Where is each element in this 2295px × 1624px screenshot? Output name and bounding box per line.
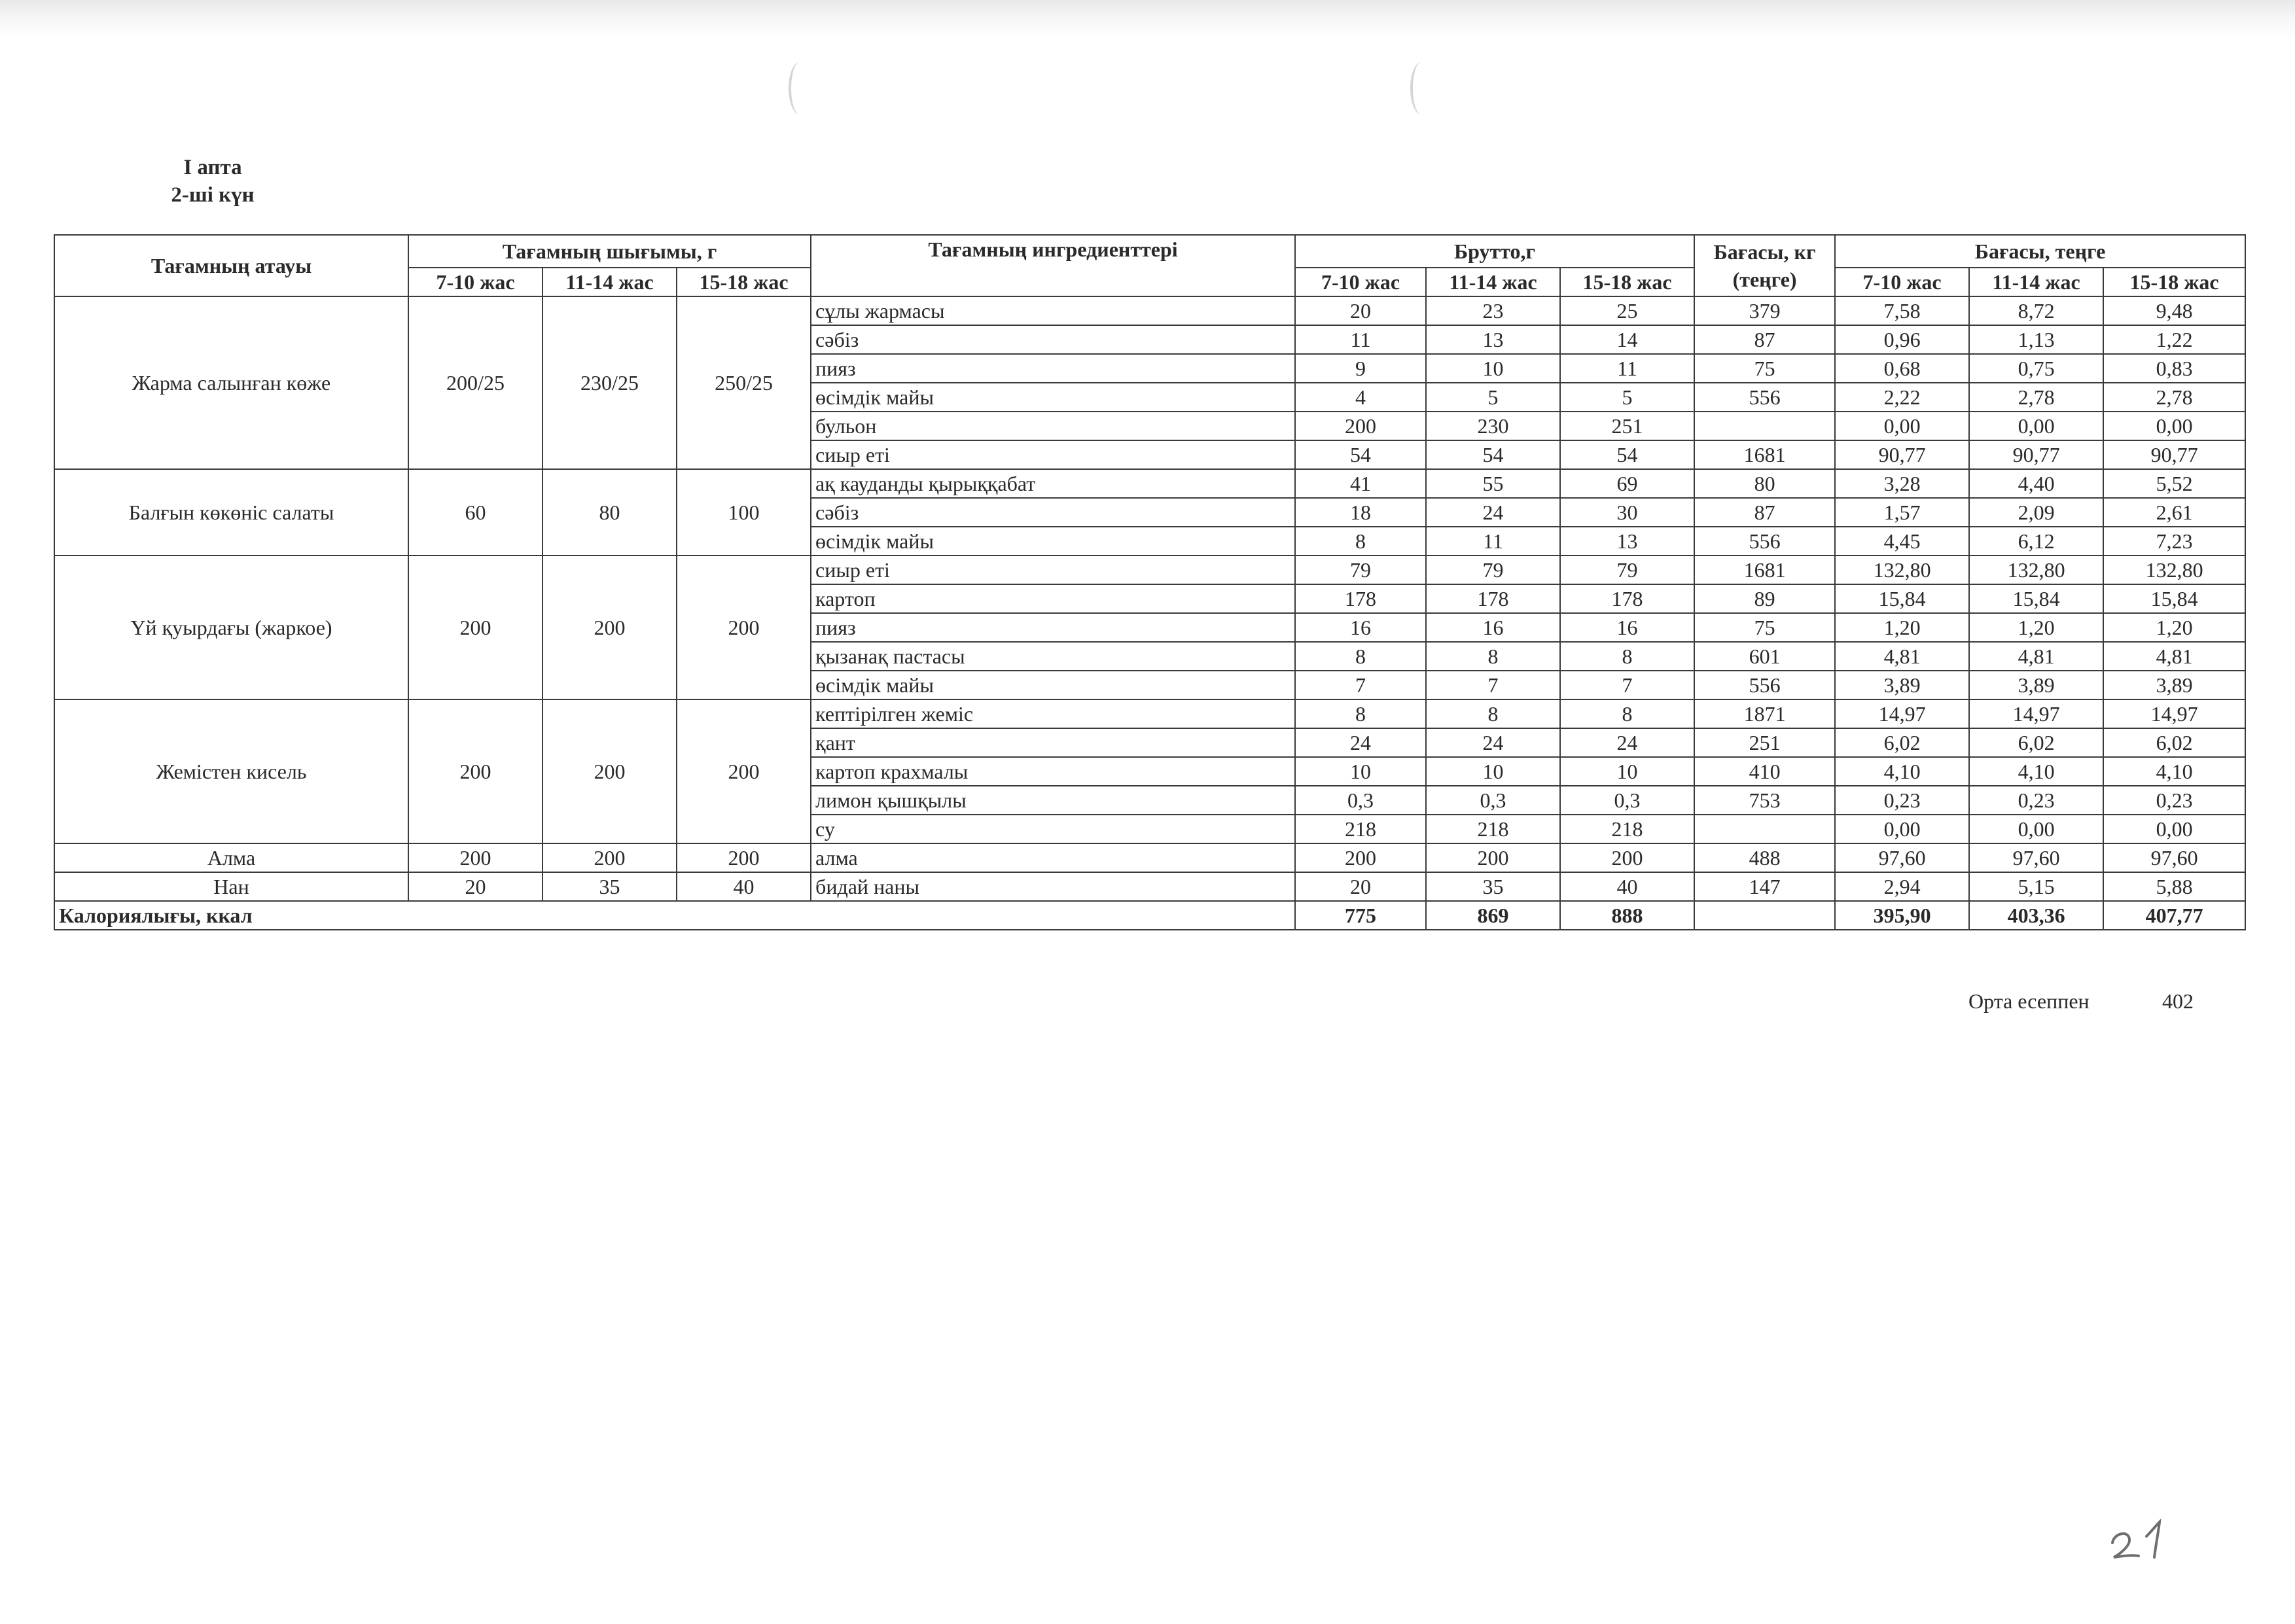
ingredient-name: картоп крахмалы [811,757,1295,786]
total-brutto: 869 [1426,901,1560,930]
brutto-value: 13 [1426,325,1560,354]
brutto-value: 35 [1426,872,1560,901]
total-cost: 407,77 [2103,901,2245,930]
ingredient-name: қант [811,728,1295,757]
brutto-value: 7 [1560,671,1694,699]
dish-yield: 200 [543,699,677,843]
brutto-value: 23 [1426,296,1560,325]
cost-value: 4,81 [2103,642,2245,671]
price-per-kg: 753 [1694,786,1835,815]
ingredient-name: кептірілген жеміс [811,699,1295,728]
dish-yield: 250/25 [677,296,811,469]
brutto-value: 10 [1560,757,1694,786]
cost-value: 3,89 [1969,671,2103,699]
header-age: 7-10 жас [1835,268,1969,296]
price-per-kg [1694,412,1835,440]
cost-value: 3,28 [1835,469,1969,498]
dish-yield: 200 [677,699,811,843]
dish-yield: 200 [408,699,543,843]
cost-value: 4,81 [1969,642,2103,671]
header-age: 15-18 жас [1560,268,1694,296]
brutto-value: 10 [1295,757,1426,786]
brutto-value: 200 [1295,843,1426,872]
header-age: 15-18 жас [2103,268,2245,296]
dish-yield: 100 [677,469,811,556]
cost-value: 0,00 [1969,815,2103,843]
cost-value: 1,22 [2103,325,2245,354]
cost-value: 6,02 [2103,728,2245,757]
header-age: 11-14 жас [1969,268,2103,296]
scan-artifact [789,62,811,115]
brutto-value: 178 [1426,584,1560,613]
cost-value: 97,60 [2103,843,2245,872]
scan-artifact [1410,62,1432,115]
dish-yield: 200 [543,843,677,872]
scan-edge [0,0,2295,39]
average-value: 402 [2162,989,2194,1013]
brutto-value: 18 [1295,498,1426,527]
cost-value: 0,00 [1835,815,1969,843]
brutto-value: 20 [1295,296,1426,325]
cost-value: 14,97 [2103,699,2245,728]
ingredient-name: пияз [811,613,1295,642]
price-per-kg: 556 [1694,527,1835,556]
ingredient-name: ақ кауданды қырыққабат [811,469,1295,498]
dish-name: Нан [54,872,408,901]
cost-value: 4,10 [2103,757,2245,786]
cost-value: 6,12 [1969,527,2103,556]
cost-value: 1,20 [1969,613,2103,642]
ingredient-name: бидай наны [811,872,1295,901]
brutto-value: 8 [1295,699,1426,728]
dish-yield: 80 [543,469,677,556]
total-cost: 403,36 [1969,901,2103,930]
week-heading: I апта [183,156,242,179]
total-brutto: 775 [1295,901,1426,930]
price-per-kg: 1681 [1694,440,1835,469]
cost-value: 132,80 [1835,556,1969,584]
price-per-kg: 556 [1694,671,1835,699]
brutto-value: 11 [1426,527,1560,556]
brutto-value: 16 [1295,613,1426,642]
price-per-kg: 410 [1694,757,1835,786]
brutto-value: 79 [1295,556,1426,584]
brutto-value: 8 [1560,699,1694,728]
cost-value: 1,57 [1835,498,1969,527]
brutto-value: 178 [1560,584,1694,613]
cost-value: 0,00 [2103,815,2245,843]
header-age: 15-18 жас [677,268,811,296]
dish-name: Үй қуырдағы (жаркое) [54,556,408,699]
price-per-kg: 89 [1694,584,1835,613]
cost-value: 4,10 [1969,757,2103,786]
brutto-value: 178 [1295,584,1426,613]
cost-value: 97,60 [1835,843,1969,872]
cost-value: 2,22 [1835,383,1969,412]
cost-value: 14,97 [1969,699,2103,728]
brutto-value: 16 [1560,613,1694,642]
cost-value: 5,15 [1969,872,2103,901]
cost-value: 14,97 [1835,699,1969,728]
cost-value: 0,00 [1969,412,2103,440]
ingredient-name: сиыр еті [811,556,1295,584]
brutto-value: 8 [1295,642,1426,671]
cost-value: 2,61 [2103,498,2245,527]
brutto-value: 10 [1426,354,1560,383]
brutto-value: 200 [1426,843,1560,872]
cost-value: 2,78 [1969,383,2103,412]
cost-value: 132,80 [2103,556,2245,584]
ingredient-name: су [811,815,1295,843]
dish-name: Алма [54,843,408,872]
day-heading: 2-ші күн [171,183,255,207]
price-per-kg: 601 [1694,642,1835,671]
header-age: 11-14 жас [543,268,677,296]
cost-value: 90,77 [1969,440,2103,469]
handwritten-page-number [2106,1510,2184,1562]
dish-yield: 230/25 [543,296,677,469]
brutto-value: 11 [1560,354,1694,383]
header-ingredients: Тағамның ингредиенттері [811,235,1295,296]
cost-value: 0,75 [1969,354,2103,383]
brutto-value: 9 [1295,354,1426,383]
dish-yield: 200 [543,556,677,699]
table-row [54,556,2245,584]
brutto-value: 13 [1560,527,1694,556]
cost-value: 7,23 [2103,527,2245,556]
cost-value: 5,88 [2103,872,2245,901]
brutto-value: 24 [1295,728,1426,757]
cost-value: 15,84 [2103,584,2245,613]
brutto-value: 8 [1426,699,1560,728]
cost-value: 7,58 [1835,296,1969,325]
dish-name: Жемістен кисель [54,699,408,843]
brutto-value: 251 [1560,412,1694,440]
price-per-kg [1694,815,1835,843]
average-label: Орта есеппен [1968,989,2090,1013]
cost-value: 6,02 [1835,728,1969,757]
cost-value: 2,09 [1969,498,2103,527]
dish-yield: 200 [408,556,543,699]
cost-value: 1,20 [2103,613,2245,642]
brutto-value: 54 [1295,440,1426,469]
brutto-value: 25 [1560,296,1694,325]
table-row [54,699,2245,728]
cost-value: 4,45 [1835,527,1969,556]
brutto-value: 69 [1560,469,1694,498]
price-per-kg: 87 [1694,325,1835,354]
brutto-value: 0,3 [1295,786,1426,815]
cost-value: 90,77 [2103,440,2245,469]
cost-value: 0,83 [2103,354,2245,383]
total-label: Калориялығы, ккал [54,901,1295,930]
cost-value: 0,00 [1835,412,1969,440]
brutto-value: 54 [1426,440,1560,469]
price-per-kg: 379 [1694,296,1835,325]
brutto-value: 7 [1295,671,1426,699]
cost-value: 4,81 [1835,642,1969,671]
menu-table [54,234,2246,930]
dish-yield: 200 [677,843,811,872]
brutto-value: 16 [1426,613,1560,642]
header-price-kg [1694,235,1835,296]
cost-value: 0,96 [1835,325,1969,354]
cost-value: 132,80 [1969,556,2103,584]
price-per-kg: 147 [1694,872,1835,901]
cost-value: 0,23 [2103,786,2245,815]
price-per-kg: 488 [1694,843,1835,872]
cost-value: 15,84 [1969,584,2103,613]
cost-value: 97,60 [1969,843,2103,872]
brutto-value: 55 [1426,469,1560,498]
total-cost: 395,90 [1835,901,1969,930]
cost-value: 15,84 [1835,584,1969,613]
brutto-value: 30 [1560,498,1694,527]
header-price-tenge: Бағасы, теңге [1835,235,2245,268]
dish-name: Балғын көкөніс салаты [54,469,408,556]
brutto-value: 230 [1426,412,1560,440]
brutto-value: 24 [1426,728,1560,757]
brutto-value: 218 [1426,815,1560,843]
cost-value: 90,77 [1835,440,1969,469]
cost-value: 2,94 [1835,872,1969,901]
price-per-kg: 75 [1694,354,1835,383]
cost-value: 6,02 [1969,728,2103,757]
dish-yield: 200/25 [408,296,543,469]
brutto-value: 24 [1560,728,1694,757]
dish-yield: 60 [408,469,543,556]
cost-value: 3,89 [2103,671,2245,699]
brutto-value: 8 [1295,527,1426,556]
cost-value: 5,52 [2103,469,2245,498]
ingredient-name: өсімдік майы [811,671,1295,699]
brutto-value: 5 [1426,383,1560,412]
ingredient-name: картоп [811,584,1295,613]
cost-value: 9,48 [2103,296,2245,325]
menu-table-body [54,296,2245,930]
cost-value: 0,00 [2103,412,2245,440]
brutto-value: 11 [1295,325,1426,354]
cost-value: 1,13 [1969,325,2103,354]
price-per-kg: 1871 [1694,699,1835,728]
header-price-kg-line1: Бағасы, кг [1713,240,1816,264]
cost-value: 0,23 [1969,786,2103,815]
brutto-value: 200 [1560,843,1694,872]
dish-yield: 20 [408,872,543,901]
header-price-kg-line2: (теңге) [1732,268,1797,291]
cost-value: 0,68 [1835,354,1969,383]
ingredient-name: қызанақ пастасы [811,642,1295,671]
price-per-kg: 75 [1694,613,1835,642]
total-empty-cell [1694,901,1835,930]
brutto-value: 41 [1295,469,1426,498]
brutto-value: 4 [1295,383,1426,412]
cost-value: 4,40 [1969,469,2103,498]
brutto-value: 79 [1426,556,1560,584]
total-row [54,901,2245,930]
price-per-kg: 556 [1694,383,1835,412]
table-row [54,843,2245,872]
ingredient-name: сәбіз [811,498,1295,527]
price-per-kg: 1681 [1694,556,1835,584]
brutto-value: 0,3 [1560,786,1694,815]
ingredient-name: өсімдік майы [811,383,1295,412]
dish-yield: 35 [543,872,677,901]
header-yield: Тағамның шығымы, г [408,235,811,268]
brutto-value: 218 [1560,815,1694,843]
header-age: 7-10 жас [408,268,543,296]
table-row [54,469,2245,498]
dish-yield: 200 [677,556,811,699]
ingredient-name: сиыр еті [811,440,1295,469]
header-age: 11-14 жас [1426,268,1560,296]
brutto-value: 218 [1295,815,1426,843]
cost-value: 4,10 [1835,757,1969,786]
brutto-value: 79 [1560,556,1694,584]
ingredient-name: бульон [811,412,1295,440]
cost-value: 2,78 [2103,383,2245,412]
ingredient-name: сұлы жармасы [811,296,1295,325]
brutto-value: 200 [1295,412,1426,440]
cost-value: 0,23 [1835,786,1969,815]
price-per-kg: 251 [1694,728,1835,757]
ingredient-name: өсімдік майы [811,527,1295,556]
dish-name: Жарма салынған көже [54,296,408,469]
brutto-value: 10 [1426,757,1560,786]
ingredient-name: алма [811,843,1295,872]
brutto-value: 8 [1426,642,1560,671]
brutto-value: 0,3 [1426,786,1560,815]
brutto-value: 40 [1560,872,1694,901]
brutto-value: 8 [1560,642,1694,671]
brutto-value: 54 [1560,440,1694,469]
brutto-value: 20 [1295,872,1426,901]
dish-yield: 200 [408,843,543,872]
brutto-value: 24 [1426,498,1560,527]
table-row [54,296,2245,325]
ingredient-name: сәбіз [811,325,1295,354]
brutto-value: 14 [1560,325,1694,354]
cost-value: 3,89 [1835,671,1969,699]
header-brutto: Брутто,г [1295,235,1694,268]
total-brutto: 888 [1560,901,1694,930]
ingredient-name: лимон қышқылы [811,786,1295,815]
dish-yield: 40 [677,872,811,901]
brutto-value: 5 [1560,383,1694,412]
cost-value: 8,72 [1969,296,2103,325]
cost-value: 1,20 [1835,613,1969,642]
price-per-kg: 87 [1694,498,1835,527]
header-age: 7-10 жас [1295,268,1426,296]
price-per-kg: 80 [1694,469,1835,498]
ingredient-name: пияз [811,354,1295,383]
header-dish: Тағамның атауы [54,235,408,296]
table-row [54,872,2245,901]
brutto-value: 7 [1426,671,1560,699]
